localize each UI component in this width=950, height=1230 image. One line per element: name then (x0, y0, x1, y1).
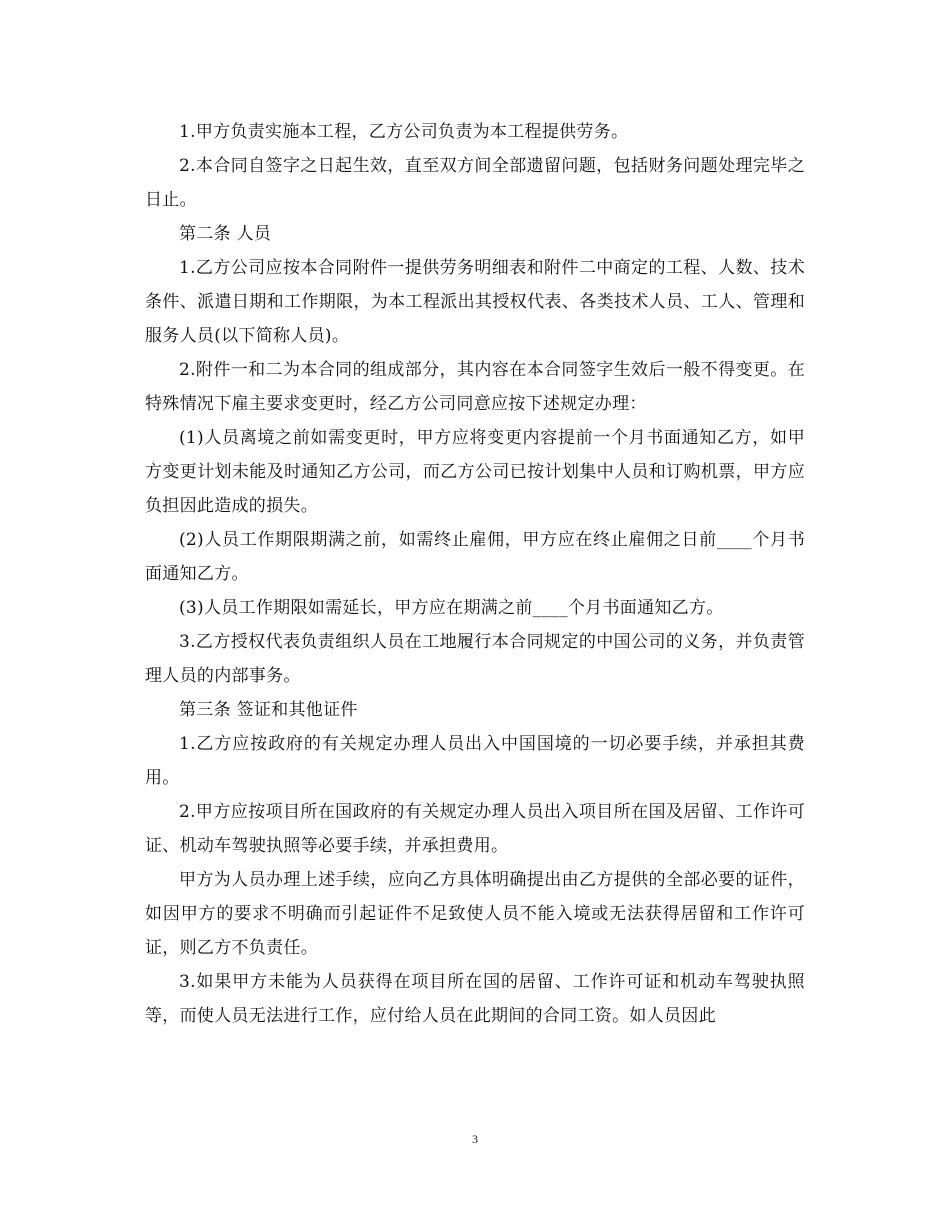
paragraph: (3)人员工作期限如需延长，甲方应在期满之前____个月书面通知乙方。 (179, 598, 724, 618)
paragraph: 1.乙方应按政府的有关规定办理人员出入中国国境的一切必要手续，并承担其费用。 (145, 734, 805, 788)
paragraph: 3.乙方授权代表负责组织人员在工地履行本合同规定的中国公司的义务，并负责管理人员的内部事务。 (145, 632, 805, 686)
paragraph: 1.乙方公司应按本合同附件一提供劳务明细表和附件二中商定的工程、人数、技术条件、派遣日期和工作期限，为本工程派出其授权代表、各类技术人员、工人、管理和服务人员(以下简称人员)。 (145, 258, 805, 346)
section-heading: 第三条 签证和其他证件 (179, 700, 358, 720)
paragraph: 2.本合同自签字之日起生效，直至双方间全部遗留问题，包括财务问题处理完毕之日止。 (145, 156, 805, 210)
paragraph: 1.甲方负责实施本工程，乙方公司负责为本工程提供劳务。 (179, 122, 629, 142)
document-body (145, 115, 805, 1033)
section-heading: 第二条 人员 (179, 224, 272, 244)
paragraph: 2.甲方应按项目所在国政府的有关规定办理人员出入项目所在国及居留、工作许可证、机动车驾驶执照等必要手续，并承担费用。 (145, 802, 805, 856)
paragraph: (1)人员离境之前如需变更时，甲方应将变更内容提前一个月书面通知乙方，如甲方变更计划未能及时通知乙方公司，而乙方公司已按计划集中人员和订购机票，甲方应负担因此造成的损失。 (145, 428, 805, 516)
paragraph: 2.附件一和二为本合同的组成部分，其内容在本合同签字生效后一般不得变更。在特殊情况下雇主要求变更时，经乙方公司同意应按下述规定办理： (145, 360, 805, 414)
paragraph: 3.如果甲方未能为人员获得在项目所在国的居留、工作许可证和机动车驾驶执照等，而使人员无法进行工作，应付给人员在此期间的合同工资。如人员因此 (145, 972, 805, 1026)
page-number: 3 (472, 1132, 478, 1146)
paragraph: (2)人员工作期限期满之前，如需终止雇佣，甲方应在终止雇佣之日前____个月书面通知乙方。 (145, 530, 805, 584)
paragraph: 甲方为人员办理上述手续，应向乙方具体明确提出由乙方提供的全部必要的证件，如因甲方的要求不明确而引起证件不足致使人员不能入境或无法获得居留和工作许可证，则乙方不负责任。 (145, 870, 805, 958)
